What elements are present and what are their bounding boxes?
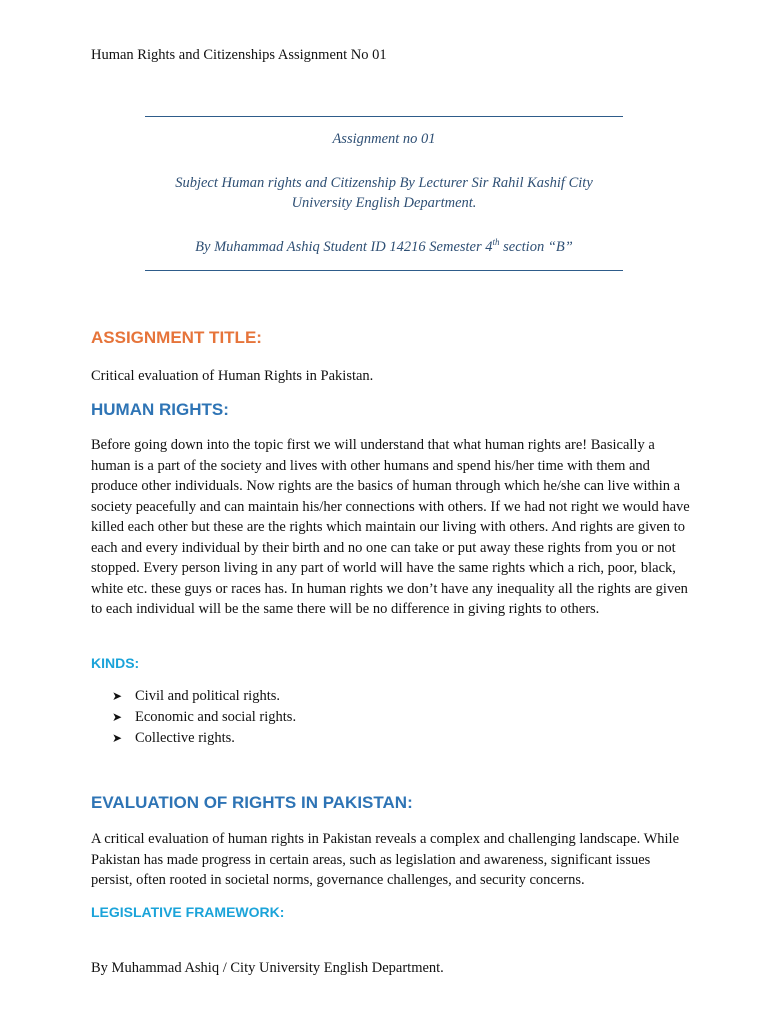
legislative-heading: LEGISLATIVE FRAMEWORK:	[91, 904, 285, 920]
list-item-text: Economic and social rights.	[135, 709, 297, 725]
evaluation-paragraph: A critical evaluation of human rights in Pakistan reveals a complex and challenging landscape. While Pakistan has made progress in certain areas, such as legislation and awareness, significant issues persist, often rooted in societal norms, governance challenges, and security concerns.	[91, 831, 680, 888]
list-item-text: Collective rights.	[135, 730, 235, 746]
arrow-bullet-icon: ➤	[112, 689, 123, 703]
page-header: Human Rights and Citizenships Assignment No 01	[91, 47, 387, 63]
arrow-bullet-icon: ➤	[112, 731, 123, 745]
page-footer: By Muhammad Ashiq / City University English Department.	[91, 960, 444, 976]
cover-author-sup: th	[492, 237, 500, 248]
list-item	[112, 686, 296, 707]
list-item	[112, 728, 296, 749]
kinds-heading: KINDS:	[91, 655, 140, 671]
assignment-title-heading: ASSIGNMENT TITLE:	[91, 328, 262, 347]
cover-block	[145, 116, 623, 271]
arrow-bullet-icon: ➤	[112, 710, 123, 724]
cover-assignment-number: Assignment no 01	[332, 131, 436, 147]
human-rights-heading: HUMAN RIGHTS:	[91, 400, 229, 419]
list-item-text: Civil and political rights.	[135, 688, 280, 704]
human-rights-paragraph: Before going down into the topic first we will understand that what human rights are! Basically a human is a part of the society and lives with other humans and spend his/her time with them and produce other individuals. Now rights are the basics of human through which he/she can live within a society peacefully and can maintain his/her connections with others. If we had not right we would have killed each other but these are the rights which maintain our living with others. And rights are given to each and every individual by their birth and no one can take or put away these rights from you or not stopped. Every person living in any part of world will have the same rights which a rich, poor, black, white etc. these guys or races has. In human rights we don’t have any inequality all the rights are given to each individual will be the same there will be no difference in giving rights to others.	[91, 437, 690, 617]
cover-author-text: By Muhammad Ashiq Student ID 14216 Semester 4	[195, 239, 493, 255]
kinds-list	[112, 686, 296, 749]
list-item	[112, 707, 296, 728]
evaluation-heading: EVALUATION OF RIGHTS IN PAKISTAN:	[91, 793, 413, 812]
cover-author-section: section “B”	[499, 239, 573, 255]
assignment-title-text: Critical evaluation of Human Rights in Pakistan.	[91, 368, 374, 384]
cover-author	[145, 237, 623, 257]
cover-subject: Subject Human rights and Citizenship By Lecturer Sir Rahil Kashif City University English Department.	[175, 175, 593, 211]
